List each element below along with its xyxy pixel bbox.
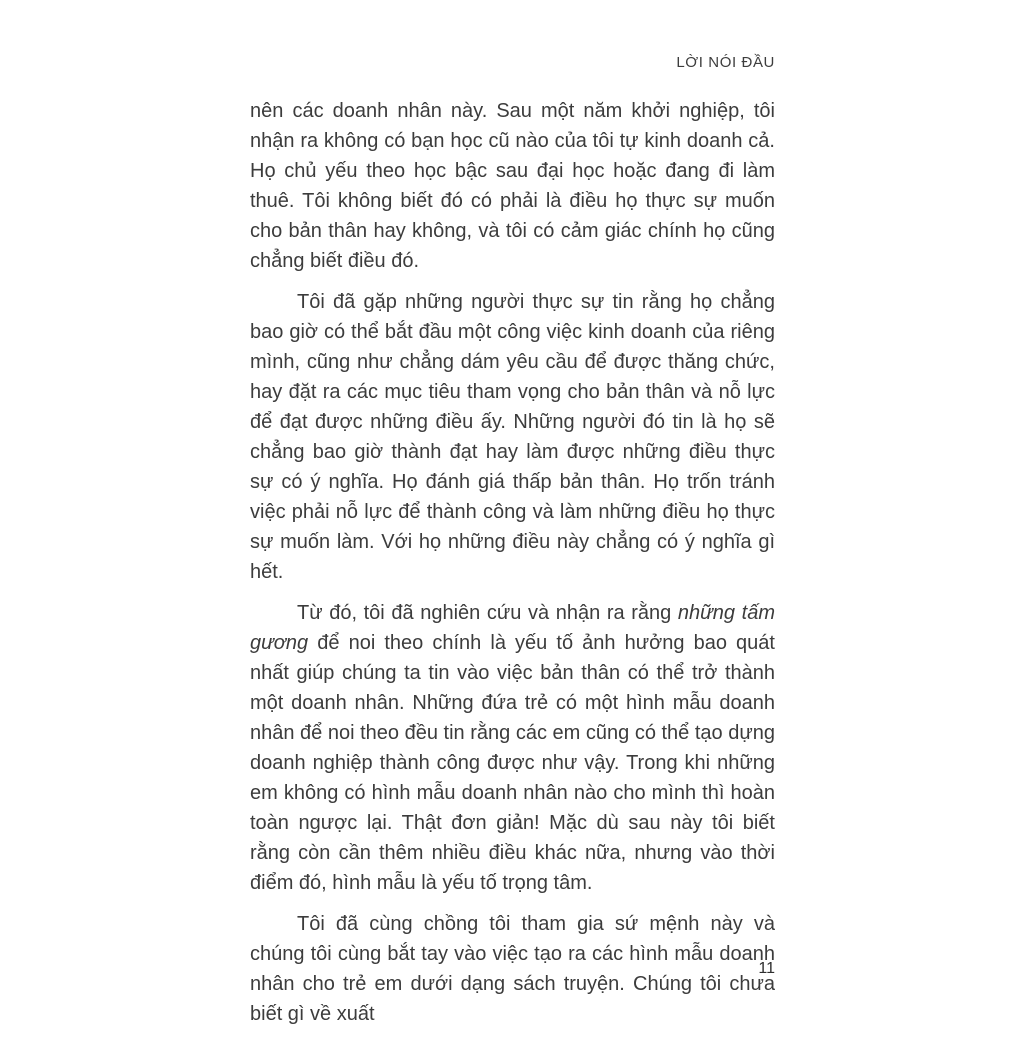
paragraph-text: Tôi đã cùng chồng tôi tham gia sứ mệnh này và chúng tôi cùng bắt tay vào việc tạo ra các hình mẫu doanh nhân cho trẻ em dưới dạng sách truyện. Chúng tôi chưa biết gì về xuất [250, 913, 775, 1025]
paragraph-text: nên các doanh nhân này. Sau một năm khởi nghiệp, tôi nhận ra không có bạn học cũ nào của tôi tự kinh doanh cả. Họ chủ yếu theo học bậc sau đại học hoặc đang đi làm thuê. Tôi không biết đó có phải là điều họ thực sự muốn cho bản thân hay không, và tôi có cảm giác chính họ cũng chẳng biết điều đó. [250, 100, 775, 272]
paragraph-text: Từ đó, tôi đã nghiên cứu và nhận ra rằng [297, 602, 678, 624]
paragraph [250, 96, 775, 276]
paragraph-text: để noi theo chính là yếu tố ảnh hưởng bao quát nhất giúp chúng ta tin vào việc bản thân có thể trở thành một doanh nhân. Những đứa trẻ có một hình mẫu doanh nhân để noi theo đều tin rằng các em cũng có thể tạo dựng doanh nghiệp thành công được như vậy. Trong khi những em không có hình mẫu doanh nhân nào cho mình thì hoàn toàn ngược lại. Thật đơn giản! Mặc dù sau này tôi biết rằng còn cần thêm nhiều điều khác nữa, nhưng vào thời điểm đó, hình mẫu là yếu tố trọng tâm. [250, 632, 775, 894]
paragraph [250, 598, 775, 898]
paragraph-text: Tôi đã gặp những người thực sự tin rằng họ chẳng bao giờ có thể bắt đầu một công việc kinh doanh của riêng mình, cũng như chẳng dám yêu cầu để được thăng chức, hay đặt ra các mục tiêu tham vọng cho bản thân và nỗ lực để đạt được những điều ấy. Những người đó tin là họ sẽ chẳng bao giờ thành đạt hay làm được những điều thực sự có ý nghĩa. Họ đánh giá thấp bản thân. Họ trốn tránh việc phải nỗ lực để thành công và làm những điều họ thực sự muốn làm. Với họ những điều này chẳng có ý nghĩa gì hết. [250, 291, 775, 583]
italic-phrase: những tấm gương [250, 602, 775, 654]
paragraph [250, 287, 775, 587]
page-number: 11 [758, 960, 775, 977]
text-block [250, 96, 775, 1040]
running-header: LỜI NÓI ĐẦU [676, 54, 775, 71]
